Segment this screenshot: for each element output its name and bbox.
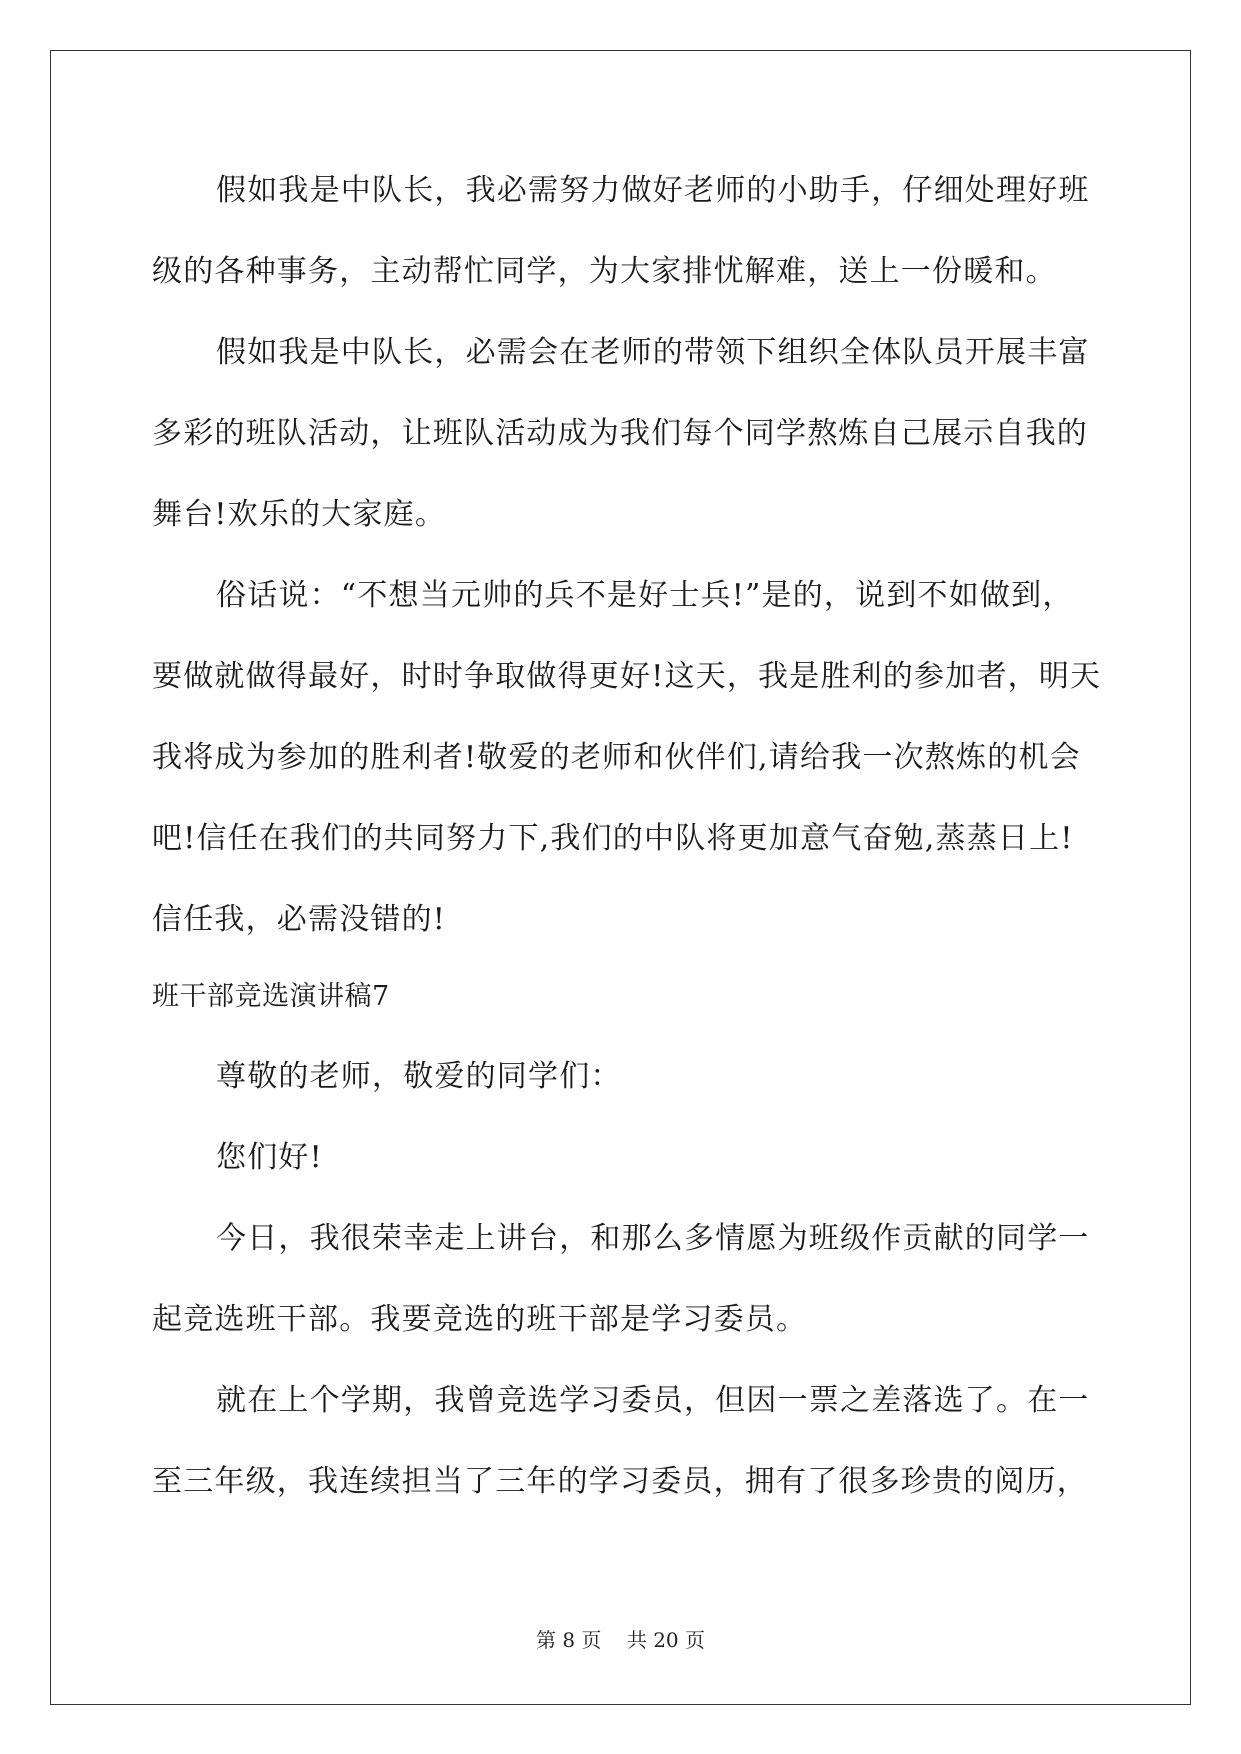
paragraph-line: 尊敬的老师，敬爱的同学们： — [216, 1059, 622, 1094]
paragraph-line: 就在上个学期，我曾竞选学习委员，但因一票之差落选了。在一 — [216, 1383, 1090, 1418]
paragraph-line: 级的各种事务，主动帮忙同学，为大家排忧解难，送上一份暖和。 — [152, 254, 1057, 289]
paragraph-line: 至三年级，我连续担当了三年的学习委员，拥有了很多珍贵的阅历， — [152, 1464, 1088, 1499]
paragraph-line: 多彩的班队活动，让班队活动成为我们每个同学熬炼自己展示自我的 — [152, 416, 1088, 451]
section-heading: 班干部竞选演讲稿7 — [152, 981, 390, 1012]
page-number-label: 第 8 页 共 20 页 — [535, 1628, 706, 1652]
paragraph-line: 俗话说：“不想当元帅的兵不是好士兵!”是的，说到不如做到， — [216, 578, 1074, 613]
paragraph-line: 吧!信任在我们的共同努力下,我们的中队将更加意气奋勉,蒸蒸日上! — [152, 821, 1074, 856]
paragraph-line: 信任我，必需没错的! — [152, 902, 447, 937]
page-footer — [0, 1628, 1241, 1652]
paragraph-line: 我将成为参加的胜利者!敬爱的老师和伙伴们,请给我一次熬炼的机会 — [152, 740, 1081, 775]
paragraph-line: 起竞选班干部。我要竞选的班干部是学习委员。 — [152, 1302, 808, 1337]
paragraph-line: 假如我是中队长，必需会在老师的带领下组织全体队员开展丰富 — [216, 335, 1090, 370]
paragraph-line: 今日，我很荣幸走上讲台，和那么多情愿为班级作贡献的同学一 — [216, 1221, 1090, 1256]
paragraph-line: 舞台!欢乐的大家庭。 — [152, 497, 447, 532]
paragraph-line: 您们好! — [216, 1140, 323, 1175]
paragraph-line: 要做就做得最好，时时争取做得更好!这天，我是胜利的参加者，明天 — [152, 659, 1102, 694]
paragraph-line: 假如我是中队长，我必需努力做好老师的小助手，仔细处理好班 — [216, 173, 1090, 208]
page-border — [50, 50, 1191, 1705]
